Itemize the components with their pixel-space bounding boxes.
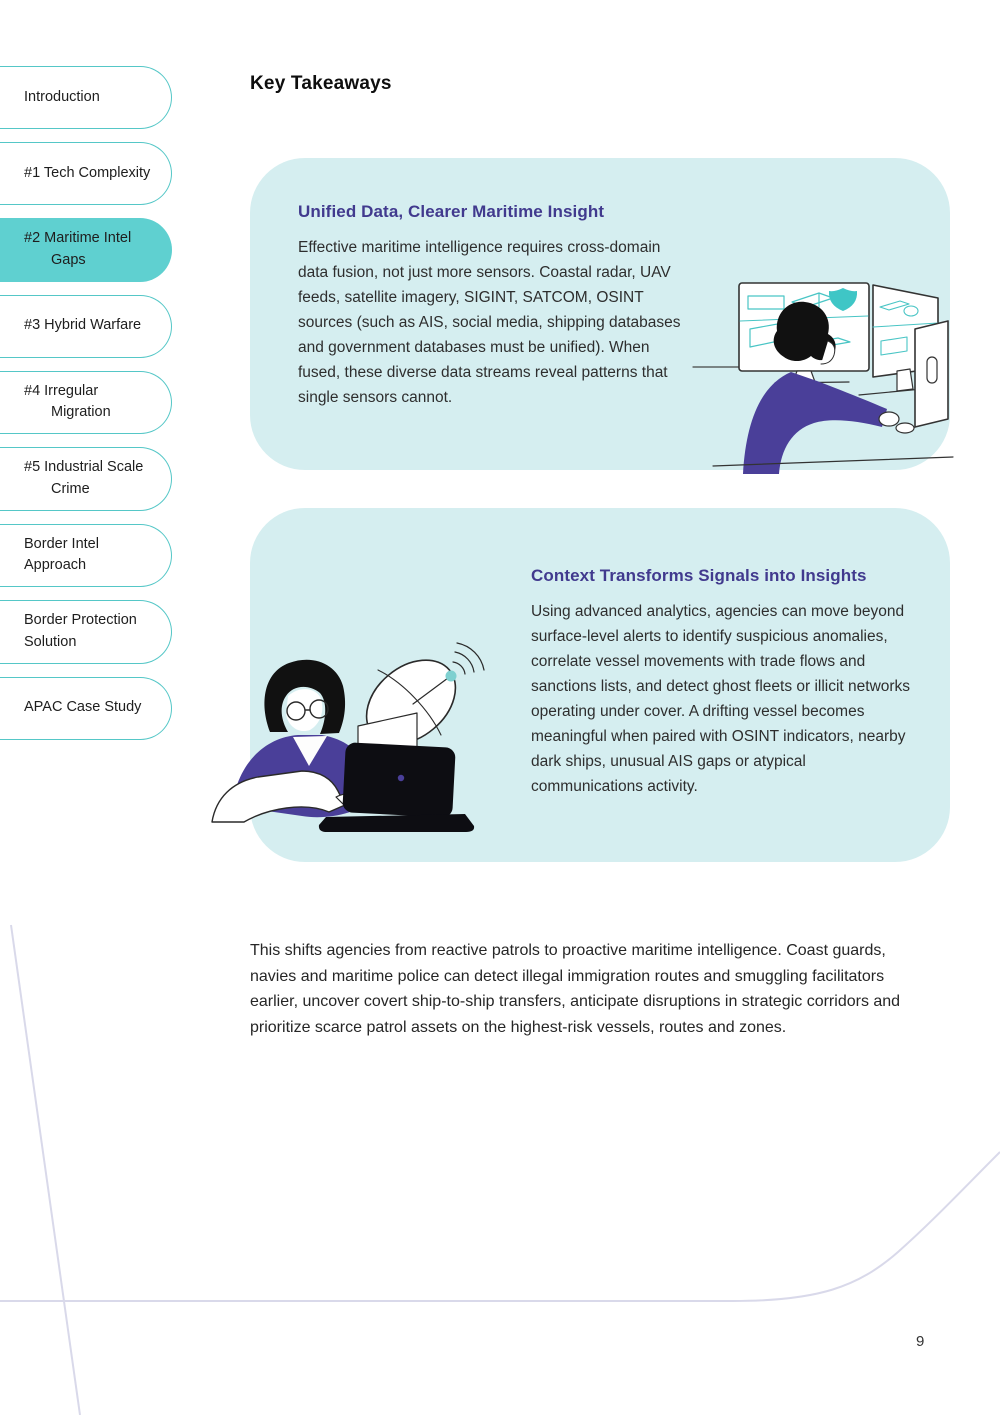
section-nav	[0, 66, 190, 753]
sidebar-item-label: Introduction	[24, 88, 100, 105]
sidebar-item-label: #5 Industrial Scale Crime	[24, 459, 144, 497]
sidebar-item-hybrid-warfare[interactable]	[0, 295, 172, 358]
sidebar-item-apac-case-study[interactable]	[0, 677, 172, 740]
sidebar-item-border-protection-solution[interactable]	[0, 600, 172, 664]
sidebar-item-label: Border Intel Approach	[24, 535, 99, 574]
card-body: Using advanced analytics, agencies can move beyond surface-level alerts to identify suspicious anomalies, correlate vessel movements with trade flows and sanctions lists, and detect ghost fleets or illicit networks operating under cover. A drifting vessel becomes meaningful when paired with OSINT indicators, nearby dark ships, unusual AIS gaps or atypical communications activity.	[531, 603, 911, 795]
sidebar-item-label: Border Protection Solution	[24, 612, 137, 650]
analyst-laptop-satellite-illustration	[208, 626, 508, 854]
sidebar-item-tech-complexity[interactable]	[0, 142, 172, 205]
mouse-icon	[896, 423, 914, 433]
card-text-block	[531, 566, 911, 799]
card-heading: Unified Data, Clearer Maritime Insight	[298, 202, 605, 221]
sidebar-item-label: #1 Tech Complexity	[24, 164, 151, 181]
sidebar-item-introduction[interactable]	[0, 66, 172, 129]
person	[743, 372, 887, 474]
takeaway-card-unified-data	[250, 158, 950, 470]
sidebar-item-irregular-migration[interactable]	[0, 371, 172, 435]
signal-dot	[446, 671, 457, 682]
sidebar-item-border-intel-approach[interactable]	[0, 524, 172, 588]
card-heading: Context Transforms Signals into Insights	[531, 566, 867, 585]
closing-paragraph: This shifts agencies from reactive patrols to proactive maritime intelligence. Coast guards, navies and maritime police can detect illegal immigration routes and smuggling facilitators earlier, uncover covert ship-to-ship transfers, anticipate disruptions in strategic corridors and prioritize scarce patrol assets on the highest-risk vessels, routes and zones.	[250, 942, 901, 1036]
card-body: Effective maritime intelligence requires cross-domain data fusion, not just more sensors. Coastal radar, UAV feeds, satellite imagery, SIGINT, SATCOM, OSINT sources (such as AIS, social media, shipping databases and government databases must be unified). When fused, these diverse data streams reveal patterns that single sensors cannot.	[298, 239, 681, 406]
sidebar-item-label: #3 Hybrid Warfare	[24, 317, 142, 334]
sidebar-item-maritime-intel-gaps[interactable]	[0, 218, 172, 282]
card-text-block	[298, 202, 694, 410]
page-number: 9	[916, 1333, 925, 1350]
sidebar-item-label: APAC Case Study	[24, 699, 142, 716]
takeaway-card-context-signals	[250, 508, 950, 862]
analyst-at-monitors-illustration	[691, 269, 956, 474]
hand	[879, 412, 899, 426]
sidebar-item-label: #4 Irregular Migration	[24, 382, 111, 421]
page-title: Key Takeaways	[250, 72, 392, 94]
sidebar-item-industrial-scale-crime[interactable]	[0, 447, 172, 511]
face	[286, 689, 322, 731]
sidebar-item-label: #2 Maritime Intel Gaps	[24, 230, 132, 268]
